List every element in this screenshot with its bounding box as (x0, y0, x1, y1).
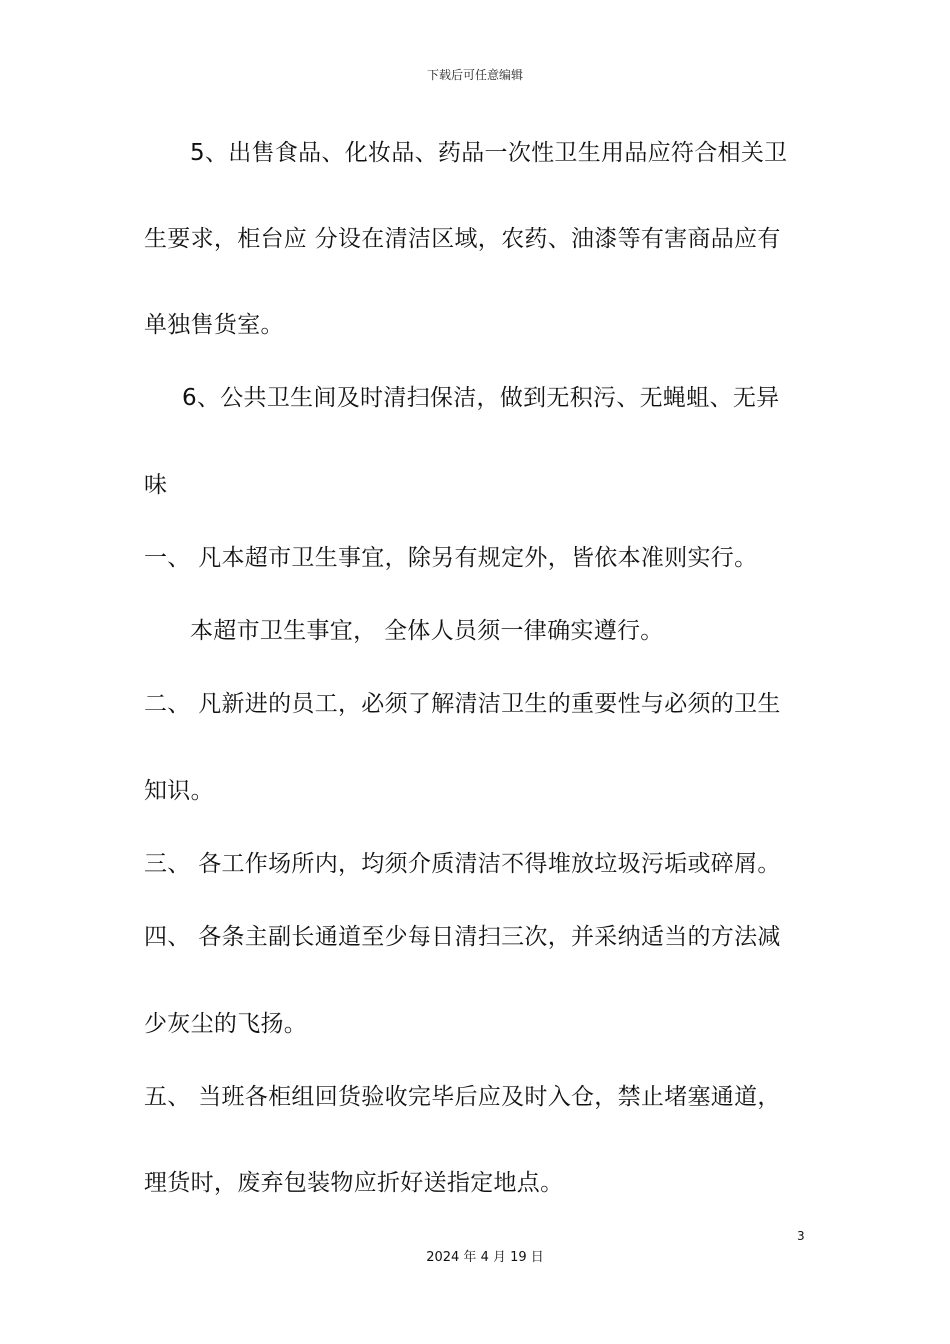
rule-item-3: 三、 各工作场所内，均须介质清洁不得堆放垃圾污垢或碎屑。 (144, 851, 781, 877)
paragraph-line: 单独售货室。 (144, 312, 284, 338)
paragraph-line: 味 (144, 472, 168, 498)
page-number: 3 (797, 1229, 805, 1243)
paragraph-line: 5、出售食品、化妆品、药品一次性卫生用品应符合相关卫 (190, 140, 788, 166)
paragraph-line: 生要求，柜台应 分设在清洁区域，农药、油漆等有害商品应有 (144, 226, 781, 252)
rule-item-4: 四、 各条主副长通道至少每日清扫三次，并采纳适当的方法减 (144, 924, 781, 950)
paragraph-line: 少灰尘的飞扬。 (144, 1011, 308, 1037)
paragraph-line: 理货时，废弃包装物应折好送指定地点。 (144, 1170, 564, 1196)
paragraph-line: 本超市卫生事宜， 全体人员须一律确实遵行。 (190, 618, 664, 644)
paragraph-line: 知识。 (144, 778, 214, 804)
paragraph-line: 6、公共卫生间及时清扫保洁，做到无积污、无蝇蛆、无异 (182, 385, 780, 411)
page-header: 下载后可任意编辑 (426, 68, 523, 82)
rule-item-1: 一、 凡本超市卫生事宜，除另有规定外，皆依本准则实行。 (144, 545, 758, 571)
rule-item-2: 二、 凡新进的员工，必须了解清洁卫生的重要性与必须的卫生 (144, 691, 781, 717)
footer-date: 2024 年 4 月 19 日 (426, 1250, 544, 1265)
rule-item-5: 五、 当班各柜组回货验收完毕后应及时入仓，禁止堵塞通道， (144, 1084, 781, 1110)
